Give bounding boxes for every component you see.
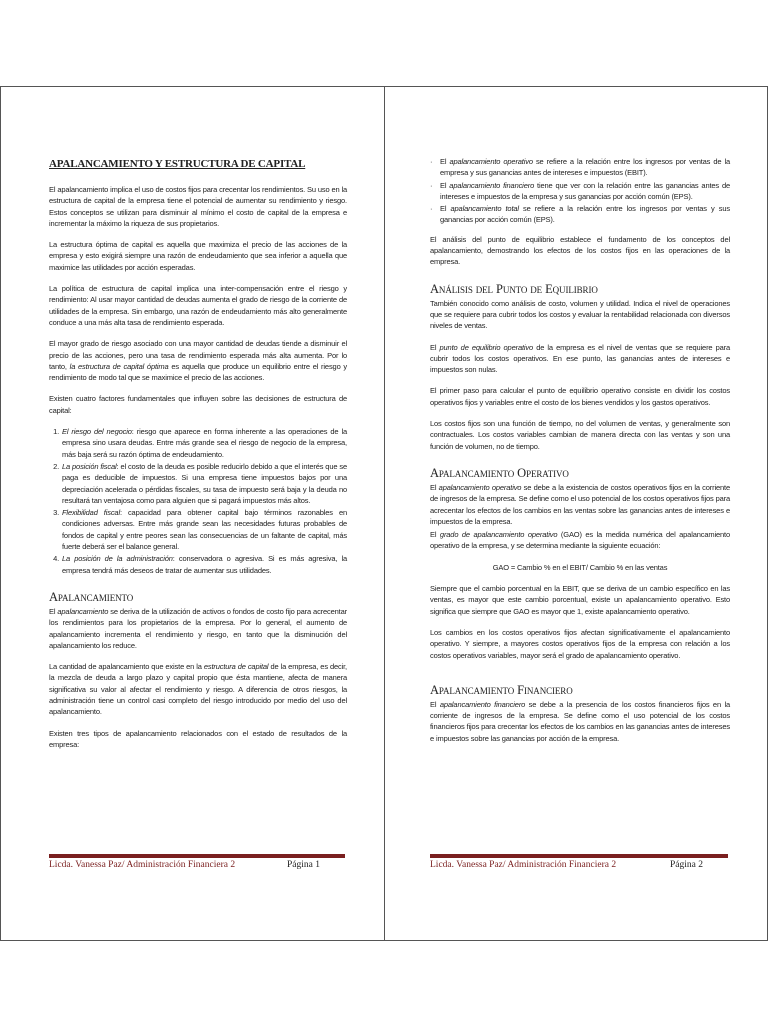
page-number: Página 1 [287,860,320,870]
page-footer [49,854,345,878]
paragraph: Existen cuatro factores fundamentales que influyen sobre las decisiones de estructura de capital: [49,394,347,415]
section-heading: Apalancamiento Operativo [430,465,569,480]
paragraph: El apalancamiento se deriva de la utilización de activos o fondos de costo fijo para acrecentar los rendimientos para los propietarios de la empresa. Por lo general, el aumento de apalancamiento incrementa el rendimiento y riesgo, en tanto que la disminución del apalancamiento los reduce. [49,606,347,650]
page-number: Página 2 [670,860,703,870]
page-2-content [430,156,730,940]
paragraph: La cantidad de apalancamiento que existe en la estructura de capital de la empresa, es decir, la mezcla de deuda a largo plazo y capital propio que ésta mantiene, afecta de manera significativa su valor al afectar el rendimiento y riesgo. A diferencia de otros riesgos, la administración tiene un control casi completo del riesgo introducido por medio del uso del apalancamiento. [49,662,347,717]
list-item: · El apalancamiento financiero tiene que ver con la relación entre las ganancias antes de intereses e impuestos de la empresa y sus ganancias por acción común (EPS). [440,180,730,203]
section-heading: Análisis del Punto de Equilibrio [430,281,598,296]
paragraph: Los cambios en los costos operativos fijos afectan significativamente el apalancamiento operativo. Y siempre, a mayores costos operativos fijos de la empresa con relación a los costos operativos variables, mayor será el grado de apalancamiento operativo. [430,627,730,660]
paragraph: La política de estructura de capital implica una inter-compensación entre el riesgo y rendimiento: Al usar mayor cantidad de deudas aumenta el grado de riesgo de la corriente de utilidades de la empresa. Sin embargo, una razón de endeudamiento más alto generalmente conduce a una más alta tasa de rendimiento esperada. [49,284,347,327]
paragraph: Los costos fijos son una función de tiempo, no del volumen de ventas, y generalmente son contractuales. Los costos variables cambian de manera directa con las ventas y son una función de volumen, no de tiempo. [430,419,730,451]
factors-list [49,426,347,576]
footer-author: Licda. Vanessa Paz/ Administración Financiera 2 [49,860,236,870]
paragraph: Existen tres tipos de apalancamiento relacionados con el estado de resultados de la empresa: [49,728,347,749]
paragraph: El apalancamiento operativo se debe a la existencia de costos operativos fijos en la corriente de ingresos de la empresa. Se define como el uso potencial de los costos operativos fijos para acrecentar los efectos de los cambios en las ventas sobre las ganancias antes de intereses e impuestos de la empresa. [430,482,730,526]
paragraph: El grado de apalancamiento operativo (GAO) es la medida numérica del apalancamiento operativo de la empresa, y se determina mediante la siguiente ecuación: [430,530,730,551]
section-heading: Apalancamiento Financiero [430,682,573,697]
page-1 [0,87,384,940]
list-item: · El apalancamiento operativo se refiere a la relación entre los ingresos por ventas de la empresa y sus ganancias antes de intereses e impuestos (EBIT). [440,156,730,179]
list-item: 4. La posición de la administración: conservadora o agresiva. Si es más agresiva, la empresa tendrá más deseos de tratar de aumentar sus utilidades. [61,553,347,576]
footer-author: Licda. Vanessa Paz/ Administración Financiera 2 [430,860,617,870]
paragraph: El mayor grado de riesgo asociado con una mayor cantidad de deudas tiende a disminuir el precio de las acciones, pero una tasa de rendimiento esperada más alta aumenta. Por lo tanto, la estructura de capital óptima es aquella que produce un equilibrio entre el riesgo y rendimiento de modo tal que se maximice el precio de las acciones. [49,339,347,383]
list-item: 1. El riesgo del negocio: riesgo que aparece en forma inherente a las operaciones de la empresa sino usara deudas. Entre más grande sea el riesgo de negocio de la empresa, más baja será su razón óptima de endeudamiento. [61,426,347,460]
paragraph: También conocido como análisis de costo, volumen y utilidad. Indica el nivel de operaciones que se requiere para cubrir todos los costos y evaluar la rentabilidad relacionada con diversos niveles de ventas. [430,298,730,331]
paragraph: El punto de equilibrio operativo de la empresa es el nivel de ventas que se requiere para cubrir todos los costos operativos. En ese punto, las ganancias antes de intereses e impuestos son nulas. [430,342,730,375]
list-item: 2. La posición fiscal: el costo de la deuda es posible reducirlo debido a que el interés que se paga es deducible de impuestos. Si una empresa tiene impuestos bajos por una depreciación acelerada o pérdidas fiscales, su tasa de impuesto será baja y la deuda no resultará tan ventajosa como para alguien que si pagará impuestos más altos. [61,461,347,506]
paragraph: El apalancamiento implica el uso de costos fijos para crecentar los rendimientos. Su uso en la estructura de capital de la empresa tiene el potencial de aumentar su rendimiento y riesgo. Estos conceptos se utilizan para disminuir al mínimo el costo de capital de la empresa e incrementar la máximo la riqueza de sus propietarios. [49,185,347,228]
paragraph: Siempre que el cambio porcentual en la EBIT, que se deriva de un cambio específico en las ventas, es mayor que este cambio porcentual, existe un apalancamiento operativo. Esto significa que siempre que GAO es mayor que 1, existe apalancamiento operativo. [430,584,730,616]
paragraph: El primer paso para calcular el punto de equilibrio operativo consiste en dividir los costos operativos fijos y variables entre el costo de los bienes vendidos y los gastos operativos. [430,386,730,407]
paragraph: La estructura óptima de capital es aquella que maximiza el precio de las acciones de la empresa y esto exigirá siempre una razón de endeudamiento que sea inferior a aquella que maximice las utilidades por acción esperadas. [49,240,347,272]
page-2 [384,87,768,940]
paragraph: El análisis del punto de equilibrio establece el fundamento de los conceptos del apalancamiento, demostrando los efectos de los costos fijos en las operaciones de la empresa. [430,234,730,267]
paragraph: El apalancamiento financiero se debe a la presencia de los costos financieros fijos en la corriente de ingresos de la empresa. Se define como el uso potencial de los costos financieros fijos para crecentar los efectos de los cambios en las ganancias antes de intereses e impuestos sobre las ganancias por acción de la empresa. [430,699,730,743]
document-spread [0,86,768,941]
list-item: · El apalancamiento total se refiere a la relación entre los ingresos por ventas y sus ganancias por acción común (EPS). [440,203,730,226]
list-item: 3. Flexibilidad fiscal: capacidad para obtener capital bajo términos razonables en condiciones adversas. Entre más grande sean las necesidades futuras probables de fondos de capital y entre peores sean las consecuencias de un faltante de capital, más fuerte deberá ser el balance general. [61,507,347,552]
gao-formula: GAO = Cambio % en el EBIT/ Cambio % en las ventas [492,562,668,572]
page-title: APALANCAMIENTO Y ESTRUCTURA DE CAPITAL [49,158,306,170]
page-footer [430,854,728,878]
leverage-types-list [430,156,730,226]
page-1-content [49,158,347,940]
section-heading: Apalancamiento [49,589,134,604]
